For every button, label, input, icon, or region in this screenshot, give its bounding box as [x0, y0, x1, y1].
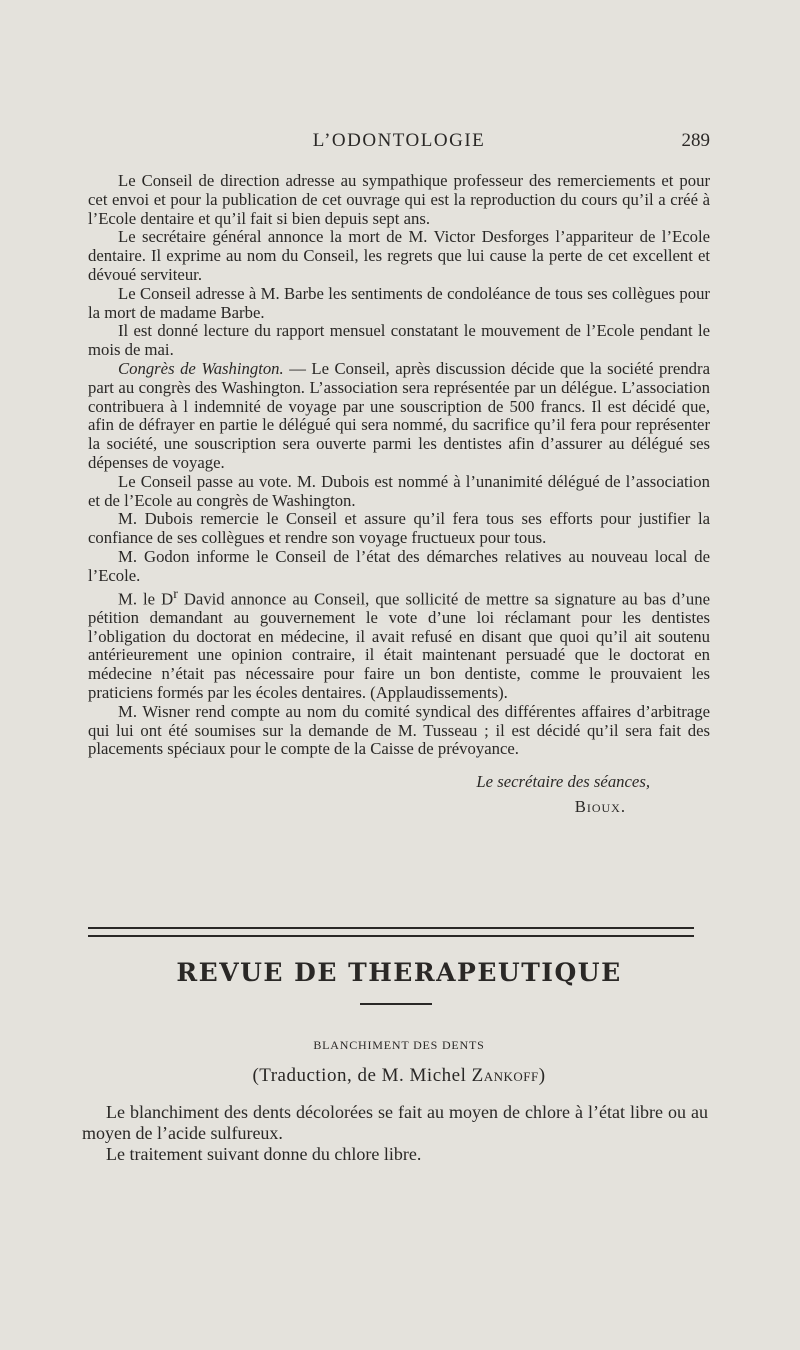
- paragraph: Le Conseil adresse à M. Barbe les sentiments de condoléance de tous ses collègues pour la mort de madame Barbe.: [88, 283, 710, 322]
- paragraph: Le Conseil de direction adresse au sympathique professeur des remerciements et pour cet envoi et pour la publication de cet ouvrage qui est la reproduction du cours qu’il a créé à l’Ecole dentaire et qu’il fait si bien depuis sept ans.: [88, 171, 710, 228]
- section-title: REVUE DE THERAPEUTIQUE: [176, 958, 622, 987]
- paragraph: Le Conseil passe au vote. M. Dubois est nommé à l’unanimité délégué de l’association et de l’Ecole au congrès de Washington.: [88, 471, 710, 510]
- david-sup: r: [173, 586, 178, 602]
- translator-name: Zankoff: [471, 1065, 539, 1086]
- paragraph-david: [88, 586, 710, 703]
- paragraph: Il est donné lecture du rapport mensuel constatant le mouvement de l’Ecole pendant le mois de mai.: [88, 321, 710, 360]
- paragraph: M. Dubois remercie le Conseil et assure qu’il fera tous ses efforts pour justifier la confiance de ses collègues et rendre son voyage fructueux pour tous.: [88, 509, 710, 548]
- david-text: David annonce au Conseil, que sollicité de mettre sa signature au bas d’une pétition demandant au gouvernement le vote d’une loi réclamant pour les dentistes l’obligation du doctorat en médecine, il avait refusé en disant que quoi qu’il ait soutenu antérieurement une opinion contraire, il était maintenant persuadé que le doctorat en médecine n’était pas nécessaire pour faire un bon dentiste, comme le prouvaient les praticiens formés par les écoles dentaires. (Applaudissements).: [88, 589, 710, 703]
- page-header: [88, 124, 710, 154]
- translation-suffix: ): [538, 1065, 546, 1086]
- main-text: [88, 172, 710, 817]
- paragraph: M. Godon informe le Conseil de l’état des démarches relatives au nouveau local de l’Ecole.: [88, 546, 710, 585]
- page-number: 289: [681, 130, 710, 151]
- translation-credit: [88, 1065, 710, 1087]
- congres-text: — Le Conseil, après discussion décide que la société prendra part au congrès des Washington. L’association sera représentée par un délégue. L’association contribuera à l indemnité de voyage par une souscription de 500 francs. Il est décidé que, afin de défrayer en partie le délégué qui sera nommé, du sacrifice qu’il fera pour représenter la société, une souscription sera ouverte parmi les dentistes afin d’assurer au délégué ses dépenses de voyage.: [88, 358, 710, 472]
- section-divider: [88, 927, 694, 937]
- article-text: [82, 1102, 708, 1165]
- paragraph: Le blanchiment des dents décolorées se fait au moyen de chlore à l’état libre ou au moyen de l’acide sulfureux.: [82, 1102, 708, 1143]
- signature-block: [88, 773, 650, 817]
- paragraph: M. Wisner rend compte au nom du comité syndical des différentes affaires d’arbitrage qui lui ont été soumises sur la demande de M. Tusseau ; il est décidé qu’il sera fait des placements spéciaux pour le compte de la Caisse de prévoyance.: [88, 701, 710, 759]
- paragraph: Le traitement suivant donne du chlore libre.: [106, 1144, 422, 1164]
- signature-title: Le secrétaire des séances,: [476, 772, 650, 792]
- translation-prefix: (Traduction, de M. Michel: [252, 1065, 472, 1086]
- signature-name: Bioux.: [574, 797, 626, 817]
- article-subtitle: BLANCHIMENT DES DENTS: [313, 1038, 485, 1052]
- paragraph-congres: [88, 360, 710, 473]
- title-underline: [360, 1003, 432, 1005]
- david-prefix: M. le D: [118, 589, 174, 609]
- paragraph: Le secrétaire général annonce la mort de M. Victor Desforges l’appariteur de l’Ecole dentaire. Il exprime au nom du Conseil, les regrets que lui cause la perte de cet excellent et dévoué serviteur.: [88, 227, 710, 284]
- congres-heading: Congrès de Washington.: [118, 358, 284, 378]
- running-title: L’ODONTOLOGIE: [312, 130, 486, 151]
